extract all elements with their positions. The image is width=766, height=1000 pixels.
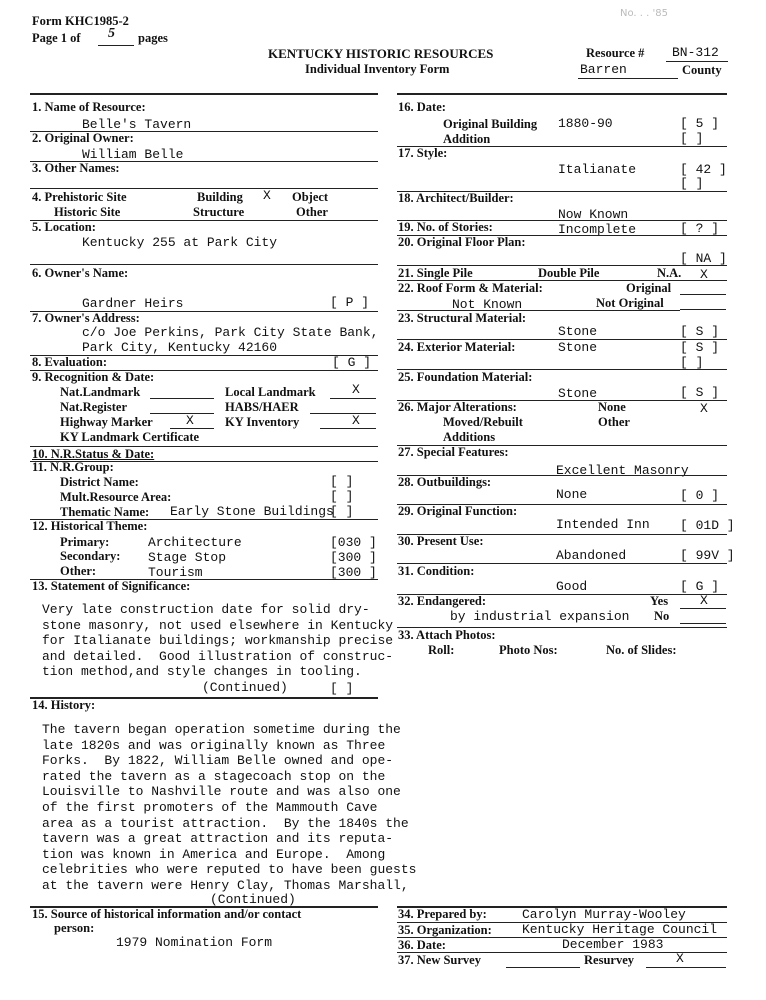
field-25-value: Stone	[558, 386, 598, 401]
field-22-value: Not Known	[452, 297, 523, 312]
field-32-yes: Yes	[650, 594, 669, 608]
field-19-label: 19. No. of Stories:	[398, 220, 493, 234]
field-28-value: None	[556, 487, 588, 502]
field-11-thematic-value: Early Stone Buildings	[170, 504, 334, 519]
field-33-roll: Roll:	[428, 643, 455, 657]
field-23-value: Stone	[558, 324, 598, 339]
field-15-label-2: person:	[54, 921, 95, 935]
resource-number-underline	[666, 61, 728, 62]
field-8-code: [ G ]	[332, 355, 372, 370]
field-11-district-code: [ ]	[330, 474, 354, 489]
resource-number-label: Resource #	[586, 46, 645, 60]
field-26-none-mark: X	[700, 401, 708, 416]
field-11-district: District Name:	[60, 475, 139, 489]
field-16-original: Original Building	[443, 117, 538, 131]
field-37-resurvey: Resurvey	[584, 953, 634, 967]
page-total-underline	[98, 45, 134, 46]
field-20-code: [ NA ]	[680, 251, 727, 266]
field-11-mult: Mult.Resource Area:	[60, 490, 172, 504]
field-12-secondary-value: Stage Stop	[148, 550, 227, 565]
form-subtitle: Individual Inventory Form	[305, 62, 450, 76]
field-16-addition: Addition	[443, 132, 491, 146]
field-16-addition-code: [ ]	[680, 131, 704, 146]
field-4-building: Building	[197, 190, 243, 204]
field-19-value: Incomplete	[558, 222, 637, 237]
field-2-label: 2. Original Owner:	[32, 131, 134, 145]
field-27-value: Excellent Masonry	[556, 463, 689, 478]
rule	[30, 264, 378, 265]
field-14-history: The tavern began operation sometime during the late 1820s and was originally known as Three Forks. By 1822, William Belle owned and ope- rated the tavern as a stagecoach stop on the Louisville to Nashville route and was also one of the first promoters of the Mammouth Cave area as a tourist attraction. By the 1840s the tavern was a great attraction and its reputa- tion was known in America and Europe. Among celebrities who were reputed to have been guests at the tavern were Henry Clay, Thomas Marshall,	[42, 722, 417, 893]
rule	[320, 428, 376, 429]
field-1-label: 1. Name of Resource:	[32, 100, 146, 114]
field-21-mark: X	[700, 267, 708, 282]
field-9-highway-mark: X	[186, 413, 194, 428]
field-9-ky-inventory: KY Inventory	[225, 415, 300, 429]
field-26-moved: Moved/Rebuilt	[443, 415, 523, 429]
field-4-prehistoric: 4. Prehistoric Site	[32, 190, 127, 204]
field-32-value: by industrial expansion	[450, 609, 630, 624]
field-31-label: 31. Condition:	[398, 564, 475, 578]
field-11-thematic: Thematic Name:	[60, 505, 150, 519]
field-30-value: Abandoned	[556, 548, 627, 563]
field-25-code: [ S ]	[680, 385, 720, 400]
field-26-additions: Additions	[443, 430, 496, 444]
field-17-label: 17. Style:	[398, 146, 448, 160]
field-22-label: 22. Roof Form & Material:	[398, 281, 543, 295]
field-37-label: 37. New Survey	[398, 953, 481, 967]
field-24-value: Stone	[558, 340, 598, 355]
field-9-local-landmark: Local Landmark	[225, 385, 316, 399]
field-16-original-code: [ 5 ]	[680, 116, 720, 131]
field-11-label: 11. N.R.Group:	[32, 460, 114, 474]
field-26-none: None	[598, 400, 626, 414]
field-33-slides: No. of Slides:	[606, 643, 677, 657]
field-20-label: 20. Original Floor Plan:	[398, 235, 526, 249]
rule	[150, 398, 214, 399]
field-28-code: [ 0 ]	[680, 488, 720, 503]
field-36-value: December 1983	[562, 937, 664, 952]
page-count-prefix: Page 1 of	[32, 31, 81, 45]
field-35-label: 35. Organization:	[398, 923, 492, 937]
field-31-value: Good	[556, 579, 588, 594]
rule	[330, 398, 376, 399]
field-12-secondary: Secondary:	[60, 549, 121, 563]
field-29-value: Intended Inn	[556, 517, 650, 532]
rule	[680, 608, 726, 609]
field-36-label: 36. Date:	[398, 938, 446, 952]
field-11-thematic-code: [ ]	[330, 504, 354, 519]
rule	[506, 967, 580, 968]
field-12-other-value: Tourism	[148, 565, 203, 580]
field-16-original-value: 1880-90	[558, 116, 613, 131]
field-9-nat-landmark: Nat.Landmark	[60, 385, 141, 399]
field-12-primary-value: Architecture	[148, 535, 242, 550]
field-34-label: 34. Prepared by:	[398, 907, 487, 921]
field-9-local-mark: X	[352, 382, 360, 397]
field-13-label: 13. Statement of Significance:	[32, 579, 191, 593]
field-30-label: 30. Present Use:	[398, 534, 484, 548]
rule	[170, 428, 214, 429]
field-33-label: 33. Attach Photos:	[398, 628, 496, 642]
field-6-label: 6. Owner's Name:	[32, 266, 129, 280]
field-35-value: Kentucky Heritage Council	[522, 922, 718, 937]
field-4-building-mark: X	[263, 188, 271, 203]
rule	[680, 294, 726, 295]
rule	[150, 413, 214, 414]
field-22-not-original: Not Original	[596, 296, 664, 310]
field-15-value: 1979 Nomination Form	[116, 935, 273, 950]
field-34-value: Carolyn Murray-Wooley	[522, 907, 686, 922]
field-19-code: [ ? ]	[680, 221, 720, 236]
page-count-suffix: pages	[138, 31, 168, 45]
field-9-ky-inventory-mark: X	[352, 413, 360, 428]
field-3-label: 3. Other Names:	[32, 161, 120, 175]
field-12-secondary-code: [300 ]	[330, 550, 377, 565]
field-22-original: Original	[626, 281, 672, 295]
field-12-primary: Primary:	[60, 535, 110, 549]
resource-number: BN-312	[672, 45, 719, 60]
field-37-mark: X	[676, 951, 684, 966]
field-23-code: [ S ]	[680, 324, 720, 339]
rule	[680, 623, 726, 624]
field-26-other: Other	[598, 415, 630, 429]
field-17-value: Italianate	[558, 162, 637, 177]
field-10-label: 10. N.R.Status & Date:	[32, 447, 155, 461]
field-6-value: Gardner Heirs	[82, 296, 184, 311]
field-26-label: 26. Major Alterations:	[398, 400, 517, 414]
field-29-code: [ 01D ]	[680, 518, 735, 533]
field-32-yes-mark: X	[700, 593, 708, 608]
right-top-rule	[397, 93, 727, 95]
field-2-value: William Belle	[82, 147, 184, 162]
field-25-label: 25. Foundation Material:	[398, 370, 533, 384]
field-12-primary-code: [030 ]	[330, 535, 377, 550]
field-4-other: Other	[296, 205, 328, 219]
rule	[30, 188, 378, 189]
county-label: County	[682, 63, 722, 77]
field-12-label: 12. Historical Theme:	[32, 519, 148, 533]
form-id: Form KHC1985-2	[32, 14, 129, 28]
field-14-continued: (Continued)	[210, 892, 296, 907]
field-5-label: 5. Location:	[32, 220, 96, 234]
field-18-label: 18. Architect/Builder:	[398, 191, 514, 205]
field-27-label: 27. Special Features:	[398, 445, 509, 459]
field-12-other: Other:	[60, 564, 97, 578]
field-13-statement: Very late construction date for solid dry- stone masonry, not used elsewhere in Kentucky for Italianate buildings; workmanship precise and detailed. Good illustration of construc- tion method,and style changes in tooling.	[42, 602, 394, 680]
county-value: Barren	[580, 62, 627, 77]
field-8-label: 8. Evaluation:	[32, 355, 108, 369]
rule	[646, 967, 726, 968]
field-17-code: [ 42 ]	[680, 162, 727, 177]
field-9-habs: HABS/HAER	[225, 400, 299, 414]
field-21-label: 21. Single Pile	[398, 266, 473, 280]
corner-stamp: No. . . '85	[620, 8, 668, 19]
field-21-double: Double Pile	[538, 266, 600, 280]
field-24-label: 24. Exterior Material:	[398, 340, 516, 354]
field-32-label: 32. Endangered:	[398, 594, 486, 608]
field-21-na: N.A.	[657, 266, 682, 280]
field-4-object: Object	[292, 190, 329, 204]
field-14-label: 14. History:	[32, 698, 96, 712]
rule	[310, 413, 376, 414]
field-13-code: [ ]	[330, 681, 354, 696]
field-11-mult-code: [ ]	[330, 489, 354, 504]
field-1-value: Belle's Tavern	[82, 117, 192, 132]
field-7-label: 7. Owner's Address:	[32, 311, 140, 325]
field-9-nat-register: Nat.Register	[60, 400, 127, 414]
field-32-no: No	[654, 609, 670, 623]
field-9-ky-cert: KY Landmark Certificate	[60, 430, 200, 444]
field-28-label: 28. Outbuildings:	[398, 475, 492, 489]
field-18-value: Now Known	[558, 207, 629, 222]
field-31-code: [ G ]	[680, 579, 720, 594]
field-5-value: Kentucky 255 at Park City	[82, 235, 278, 250]
field-24-code-2: [ ]	[680, 355, 704, 370]
field-16-label: 16. Date:	[398, 100, 446, 114]
field-23-label: 23. Structural Material:	[398, 311, 527, 325]
form-title: KENTUCKY HISTORIC RESOURCES	[268, 46, 494, 61]
field-29-label: 29. Original Function:	[398, 504, 518, 518]
field-9-highway: Highway Marker	[60, 415, 153, 429]
field-4-structure: Structure	[193, 205, 245, 219]
field-12-other-code: [300 ]	[330, 565, 377, 580]
page-total: 5	[108, 26, 115, 41]
field-33-photo-nos: Photo Nos:	[499, 643, 558, 657]
field-7-line-2: Park City, Kentucky 42160	[82, 340, 278, 355]
field-15-label: 15. Source of historical information and/or contact	[32, 907, 302, 921]
county-underline	[578, 78, 678, 79]
field-30-code: [ 99V ]	[680, 548, 735, 563]
rule	[680, 309, 726, 310]
field-24-code: [ S ]	[680, 340, 720, 355]
left-top-rule	[30, 93, 378, 95]
field-9-label: 9. Recognition & Date:	[32, 370, 155, 384]
field-4-historic: Historic Site	[54, 205, 121, 219]
field-6-code: [ P ]	[330, 295, 370, 310]
field-17-code-2: [ ]	[680, 176, 704, 191]
field-7-line-1: c/o Joe Perkins, Park City State Bank,	[82, 325, 379, 340]
field-13-continued: (Continued)	[202, 680, 288, 695]
